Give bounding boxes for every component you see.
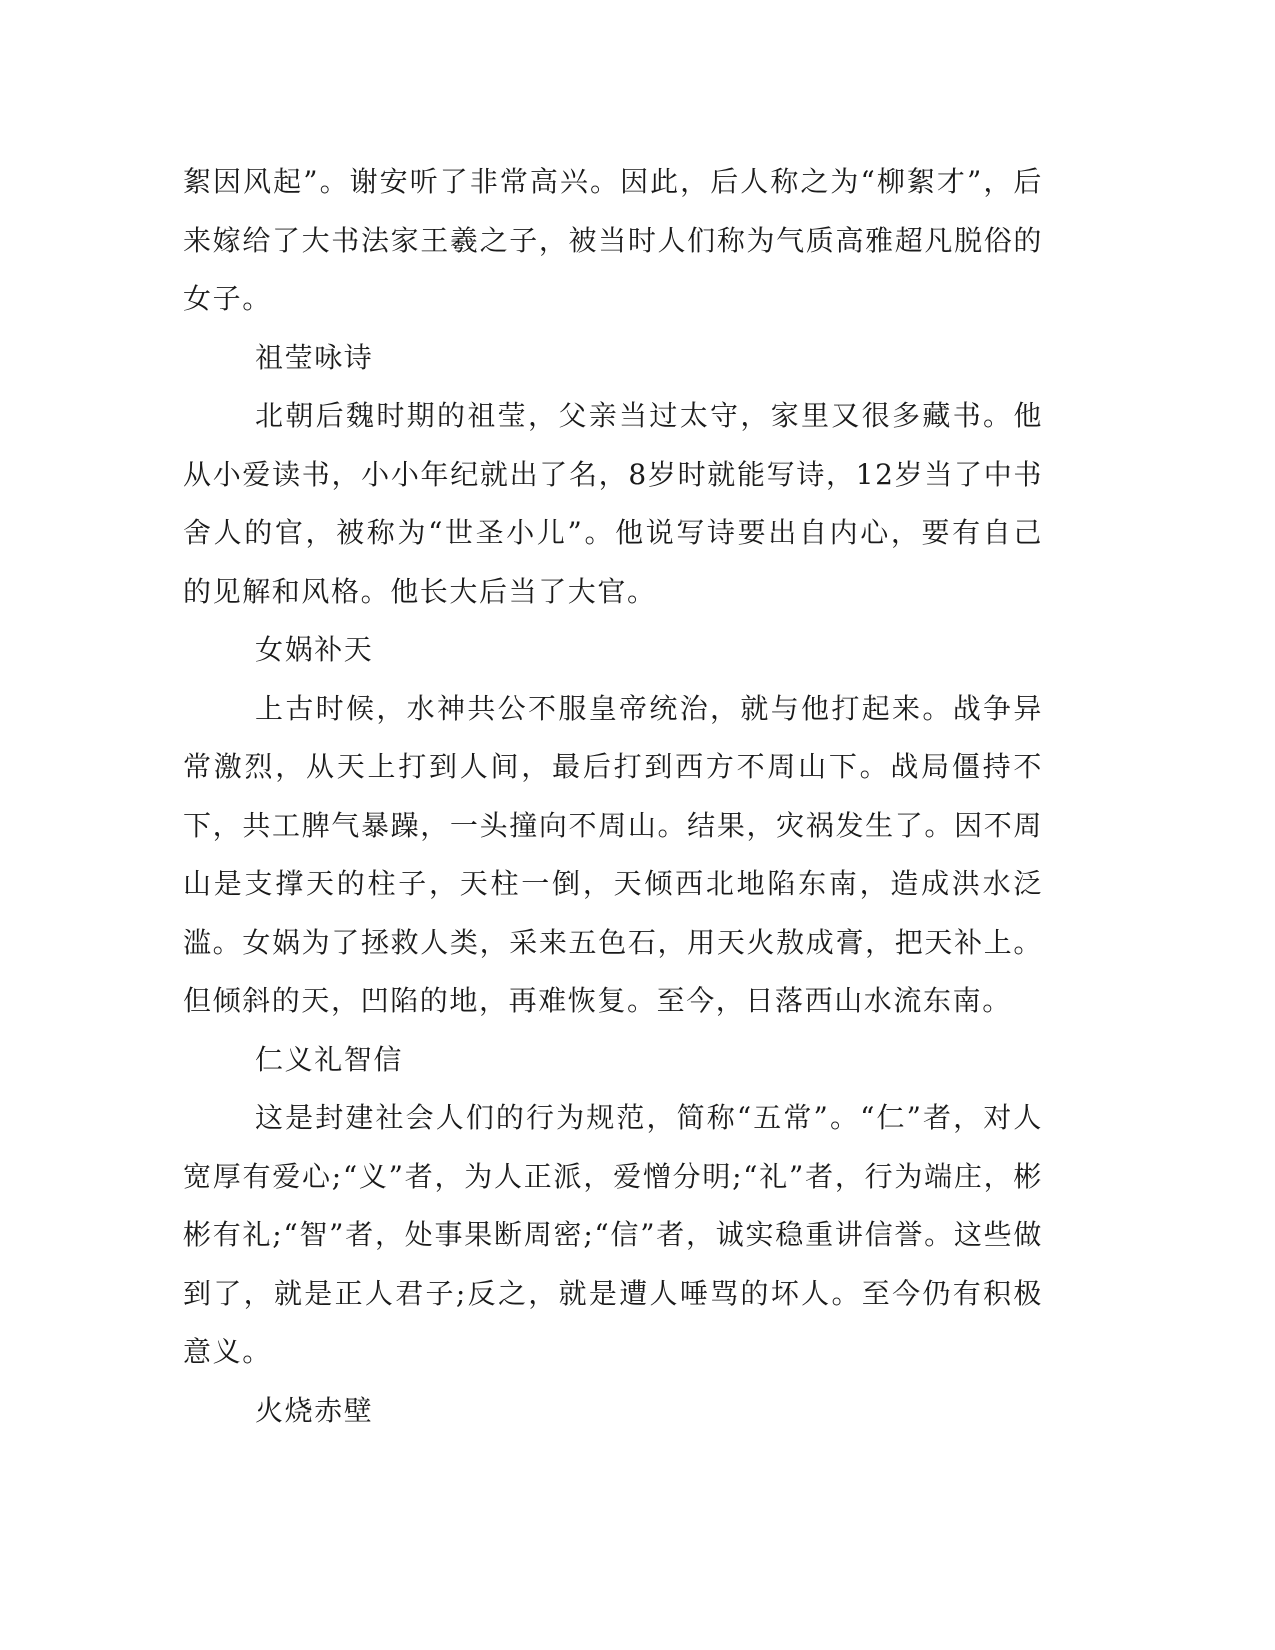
document-body xyxy=(183,153,1043,1440)
section-heading-red-cliff: 火烧赤壁 xyxy=(255,1393,374,1427)
paragraph-nu-wa: 上古时候，水神共公不服皇帝统治，就与他打起来。战争异常激烈，从天上打到人间，最后打到西方不周山下。战局僵持不下，共工脾气暴躁，一头撞向不周山。结果，灾祸发生了。因不周山是支撑天的柱子，天柱一倒，天倾西北地陷东南，造成洪水泛滥。女娲为了拯救人类，采来五色石，用天火敖成膏，把天补上。但倾斜的天，凹陷的地，再难恢复。至今，日落西山水流东南。 xyxy=(183,691,1043,1017)
section-heading-zu-ying: 祖莹咏诗 xyxy=(255,340,374,374)
section-heading-nu-wa: 女娲补天 xyxy=(255,633,374,666)
paragraph-zu-ying: 北朝后魏时期的祖莹，父亲当过太守，家里又很多藏书。他从小爱读书，小小年纪就出了名，8岁时就能写诗，12岁当了中书舍人的官，被称为“世圣小儿”。他说写诗要出自内心，要有自己的见解和风格。他长大后当了大官。 xyxy=(183,399,1043,608)
section-heading-five-virtues: 仁义礼智信 xyxy=(255,1042,404,1076)
paragraph-five-virtues: 这是封建社会人们的行为规范，简称“五常”。“仁”者，对人宽厚有爱心;“义”者，为人正派，爱憎分明;“礼”者，行为端庄，彬彬有礼;“智”者，处事果断周密;“信”者，诚实稳重讲信誉。这些做到了，就是正人君子;反之，就是遭人唾骂的坏人。至今仍有积极意义。 xyxy=(183,1101,1043,1368)
paragraph-continuation: 絮因风起”。谢安听了非常高兴。因此，后人称之为“柳絮才”，后来嫁给了大书法家王羲之子，被当时人们称为气质高雅超凡脱俗的女子。 xyxy=(183,165,1043,315)
